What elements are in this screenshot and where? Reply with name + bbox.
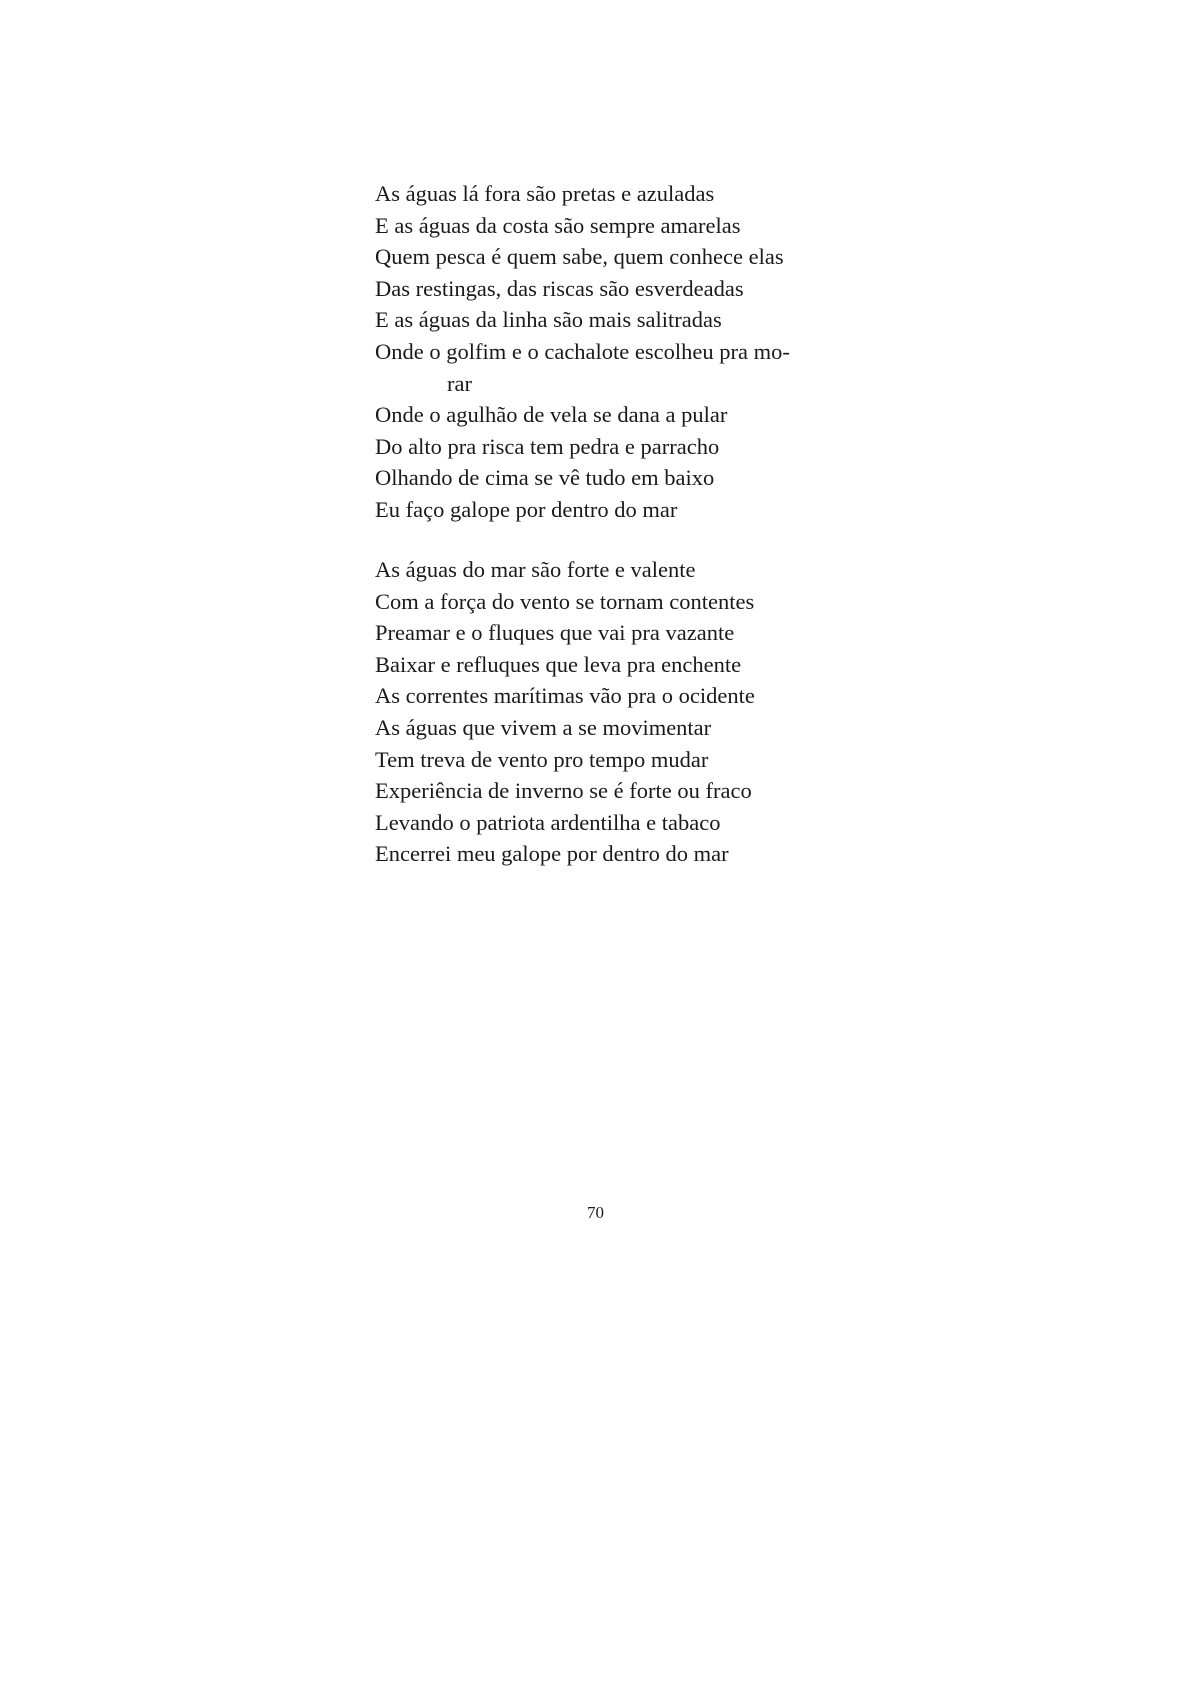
poem-line: Onde o golfim e o cachalote escolheu pra mo- [375,338,790,364]
poem-line: E as águas da linha são mais salitradas [375,307,722,333]
poem-line: As correntes marítimas vão pra o ocidente [375,683,755,709]
poem-line: As águas lá fora são pretas e azuladas [375,181,715,206]
poem [375,178,835,870]
poem-line: Levando o patriota ardentilha e tabaco [375,809,721,835]
poem-line: Experiência de inverno se é forte ou fraco [375,778,752,804]
poem-line: Baixar e refluques que leva pra enchente [375,651,742,677]
poem-line-continuation: rar [447,370,472,396]
poem-line: Onde o agulhão de vela se dana a pular [375,402,728,428]
poem-line: As águas que vivem a se movimentar [375,715,712,740]
poem-line: Do alto pra risca tem pedra e parracho [375,433,720,459]
stanza-2 [375,554,835,870]
page-number: 70 [587,1203,604,1222]
poem-line: Olhando de cima se vê tudo em baixo [375,465,715,491]
poem-line: Encerrei meu galope por dentro do mar [375,841,729,867]
poem-line: E as águas da costa são sempre amarelas [375,212,741,238]
poem-line: As águas do mar são forte e valente [375,557,696,583]
stanza-1 [375,178,835,526]
poem-line: Eu faço galope por dentro do mar [375,496,678,522]
poem-line: Com a força do vento se tornam contentes [375,588,755,614]
poem-line: Preamar e o fluques que vai pra vazante [375,620,735,646]
poem-line: Das restingas, das riscas são esverdeadas [375,275,744,301]
poem-line: Tem treva de vento pro tempo mudar [375,746,709,772]
poem-line: Quem pesca é quem sabe, quem conhece elas [375,244,784,270]
